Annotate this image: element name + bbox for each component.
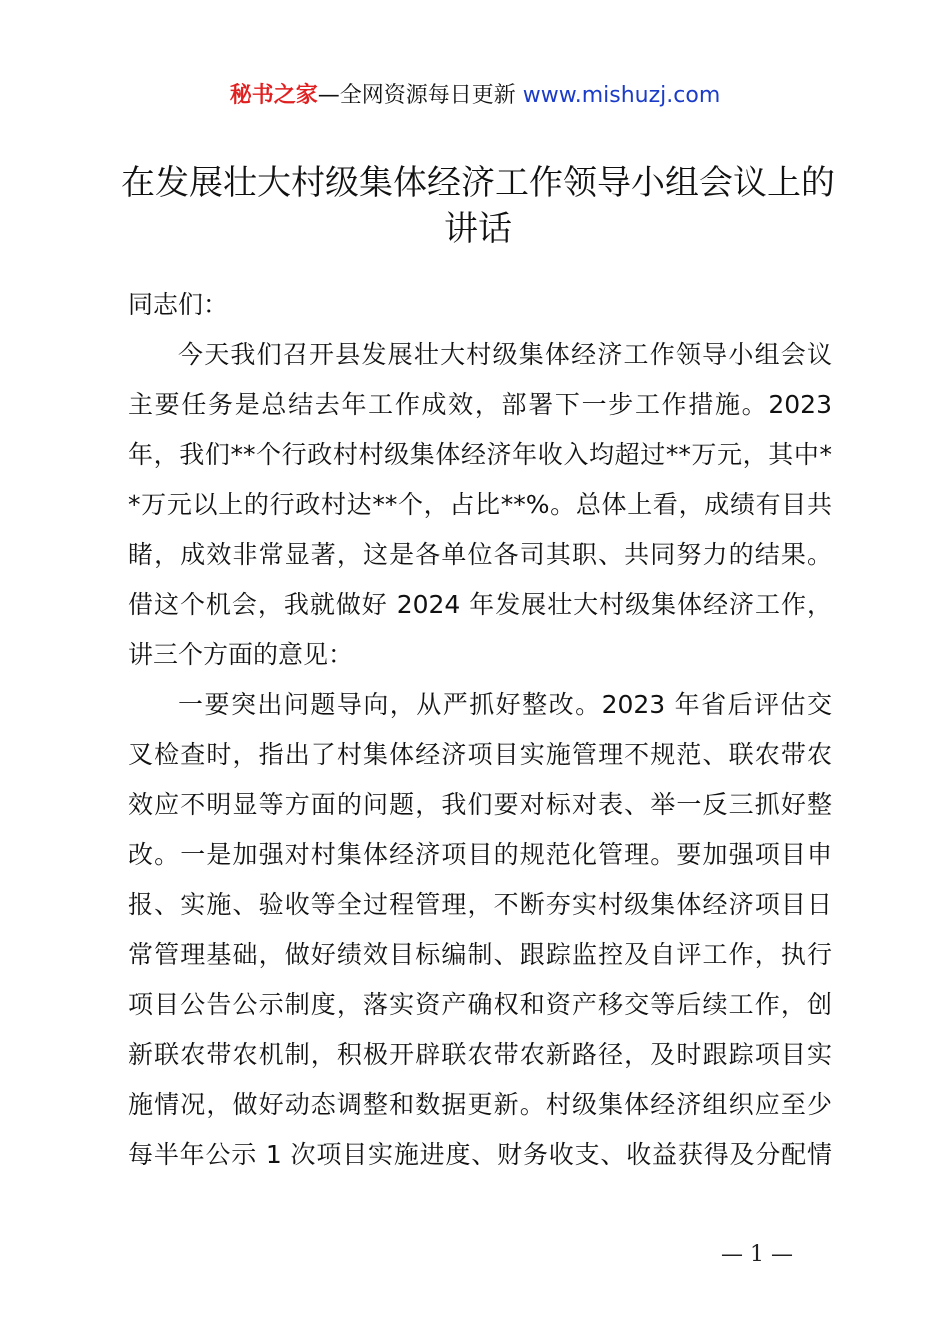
paragraph-line: 借这个机会，我就做好 2024 年发展壮大村级集体经济工作， <box>128 590 832 619</box>
document-body <box>128 286 832 1186</box>
paragraph-line: 报、实施、验收等全过程管理，不断夯实村级集体经济项目日 <box>128 890 832 919</box>
paragraph-line: 主要任务是总结去年工作成效，部署下一步工作措施。2023 <box>128 390 832 419</box>
paragraph-line: 效应不明显等方面的问题，我们要对标对表、举一反三抓好整 <box>128 790 832 819</box>
paragraph-line: 讲三个方面的意见： <box>128 640 354 669</box>
paragraph-line: *万元以上的行政村达**个，占比**%。总体上看，成绩有目共 <box>128 490 832 519</box>
paragraph-line: 施情况，做好动态调整和数据更新。村级集体经济组织应至少 <box>128 1090 832 1119</box>
site-slogan: —全网资源每日更新 <box>317 83 516 108</box>
site-url-link[interactable]: www.mishuzj.com <box>522 83 721 108</box>
paragraph-line: 新联农带农机制，积极开辟联农带农新路径，及时跟踪项目实 <box>128 1040 832 1069</box>
paragraph-line: 今天我们召开县发展壮大村级集体经济工作领导小组会议 <box>178 340 832 369</box>
document-title: 在发展壮大村级集体经济工作领导小组会议上的讲话 <box>121 163 835 249</box>
paragraph-line: 一要突出问题导向，从严抓好整改。2023 年省后评估交 <box>178 690 832 719</box>
paragraph-line: 年，我们**个行政村村级集体经济年收入均超过**万元，其中* <box>128 440 832 469</box>
paragraph-line: 每半年公示 1 次项目实施进度、财务收支、收益获得及分配情 <box>128 1140 832 1169</box>
paragraph-line: 改。一是加强对村集体经济项目的规范化管理。要加强项目申 <box>128 840 832 869</box>
site-brand: 秘书之家 <box>229 83 318 108</box>
paragraph-line: 常管理基础，做好绩效目标编制、跟踪监控及自评工作，执行 <box>128 940 832 969</box>
paragraph-line: 睹，成效非常显著，这是各单位各司其职、共同努力的结果。 <box>128 540 832 569</box>
site-header <box>0 80 950 112</box>
paragraph-line: 项目公告公示制度，落实资产确权和资产移交等后续工作，创 <box>128 990 832 1019</box>
paragraph-line: 叉检查时，指出了村集体经济项目实施管理不规范、联农带农 <box>128 740 832 769</box>
page-number: — 1 — <box>721 1242 793 1267</box>
salutation: 同志们： <box>128 290 229 319</box>
